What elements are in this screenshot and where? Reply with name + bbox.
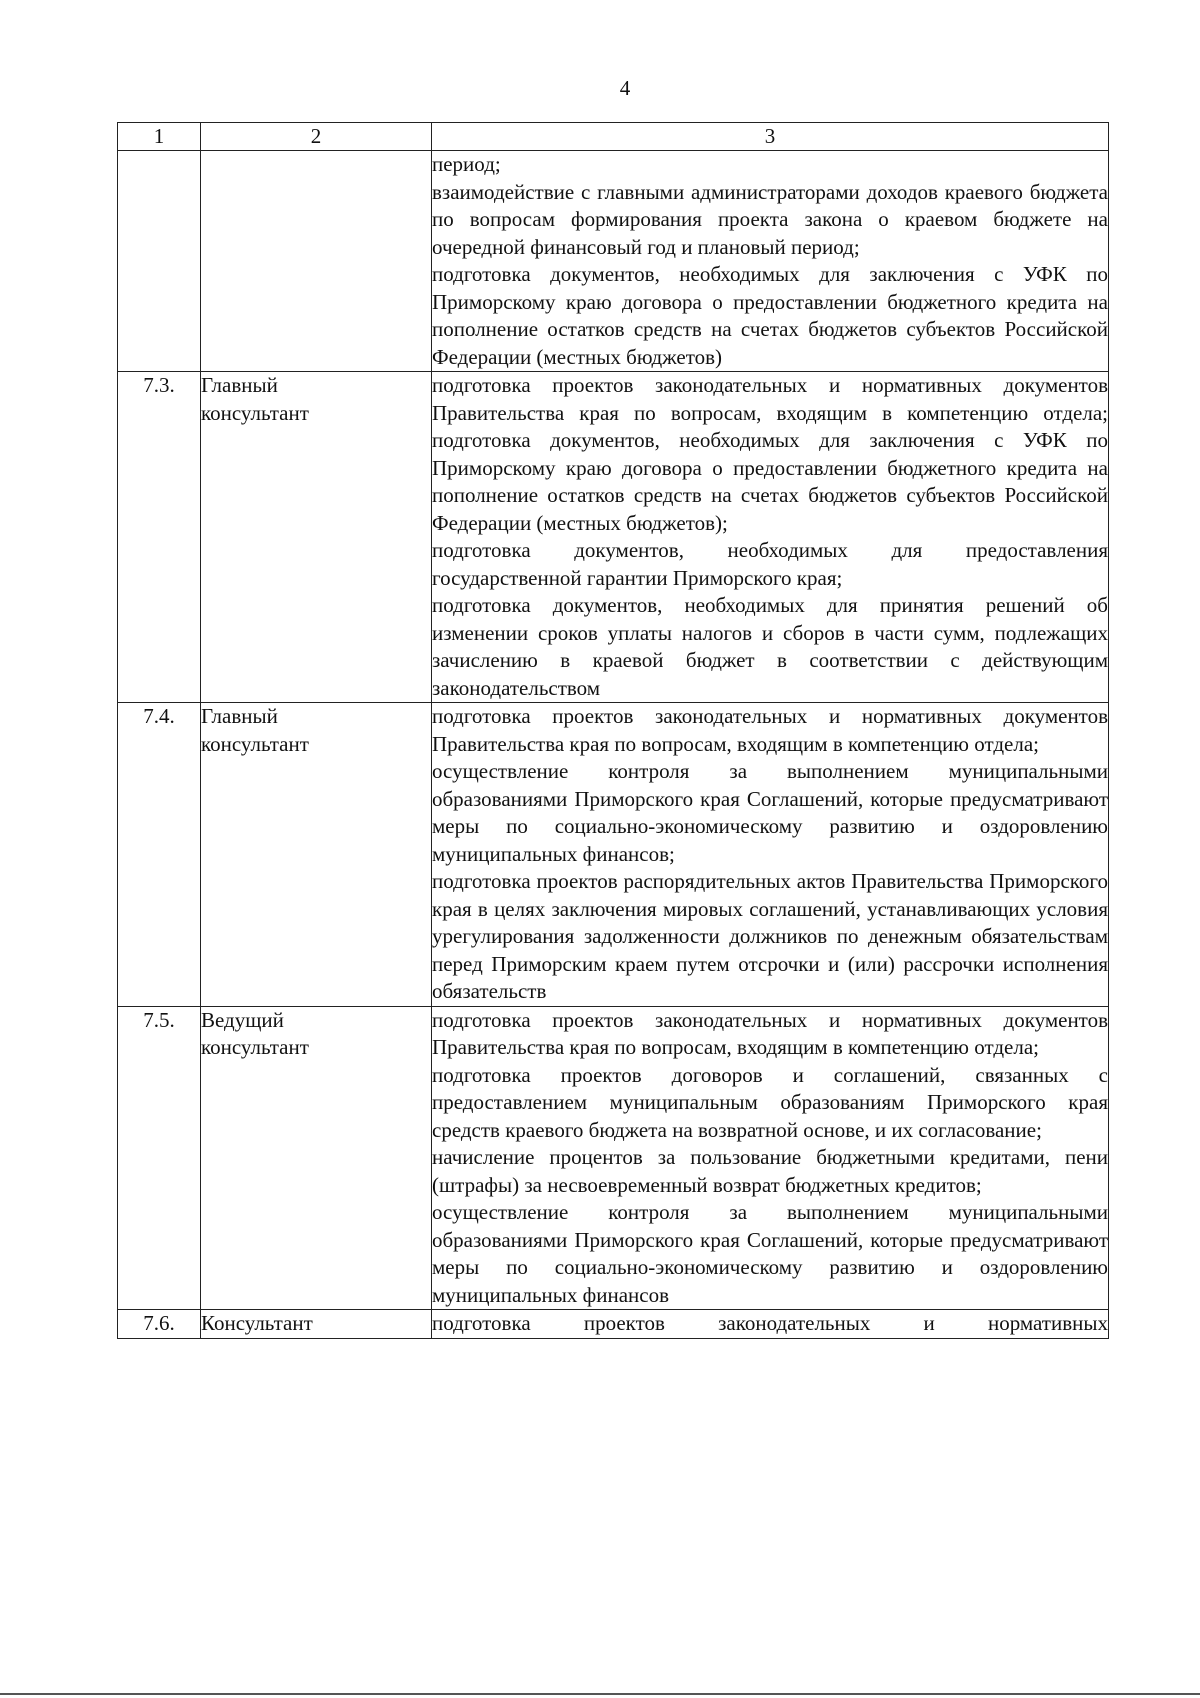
duty-paragraph: подготовка проектов законодательных и нормативных (432, 1311, 1108, 1335)
duty-paragraph: начисление процентов за пользование бюджетными кредитами, пени (штрафы) за несвоевременный возврат бюджетных кредитов; (432, 1145, 1108, 1197)
header-col-3: 3 (432, 123, 1109, 151)
row-duties (432, 1310, 1109, 1339)
duty-paragraph: период; (432, 152, 501, 176)
duty-paragraph: подготовка проектов распорядительных актов Правительства Приморского края в целях заключения мировых соглашений, устанавливающих условия урегулирования задолженности должников по денежным обязательствам перед Приморским краем путем отсрочки и (или) рассрочки исполнения обязательств (432, 869, 1108, 1003)
row-position: Главный консультант (201, 372, 432, 703)
row-position: Консультант (201, 1310, 432, 1339)
table-header-row (118, 123, 1109, 151)
duty-paragraph: подготовка документов, необходимых для принятия решений об изменении сроков уплаты налогов и сборов в части сумм, подлежащих зачислению в краевой бюджет в соответствии с действующим законодательством (432, 593, 1108, 700)
duty-paragraph: осуществление контроля за выполнением муниципальными образованиями Приморского края Соглашений, которые предусматривают меры по социально-экономическому развитию и оздоровлению муниципальных финансов (432, 1200, 1108, 1307)
row-number: 7.6. (118, 1310, 201, 1339)
row-position: Ведущий консультант (201, 1006, 432, 1310)
duty-paragraph: подготовка проектов законодательных и нормативных документов Правительства края по вопросам, входящим в компетенцию отдела; (432, 1007, 1108, 1059)
row-number: 7.5. (118, 1006, 201, 1310)
duty-paragraph: подготовка проектов законодательных и нормативных документов Правительства края по вопросам, входящим в компетенцию отдела; (432, 704, 1108, 756)
row-number (118, 151, 201, 372)
duties-table (117, 122, 1109, 1339)
row-position (201, 151, 432, 372)
table-row (118, 1310, 1109, 1339)
row-duties (432, 703, 1109, 1007)
header-col-2: 2 (201, 123, 432, 151)
row-number: 7.3. (118, 372, 201, 703)
header-col-1: 1 (118, 123, 201, 151)
duty-paragraph: подготовка проектов законодательных и нормативных документов Правительства края по вопросам, входящим в компетенцию отдела; подготовка документов, необходимых для заключения с УФК по Приморскому краю договора о предоставлении бюджетного кредита на пополнение остатков средств на счетах бюджетов субъектов Российской Федерации (местных бюджетов); (432, 373, 1108, 535)
duty-paragraph: подготовка проектов договоров и соглашений, связанных с предоставлением муниципальным образованиям Приморского края средств краевого бюджета на возвратной основе, и их согласование; (432, 1062, 1108, 1142)
page-number: 4 (619, 76, 631, 100)
duty-paragraph: взаимодействие с главными администраторами доходов краевого бюджета по вопросам формирования проекта закона о краевом бюджете на очередной финансовый год и плановый период; (432, 179, 1108, 259)
duty-paragraph: подготовка документов, необходимых для предоставления государственной гарантии Приморского края; (432, 538, 1108, 590)
row-duties (432, 151, 1109, 372)
table-row (118, 372, 1109, 703)
duty-paragraph: подготовка документов, необходимых для заключения с УФК по Приморскому краю договора о предоставлении бюджетного кредита на пополнение остатков средств на счетах бюджетов субъектов Российской Федерации (местных бюджетов) (432, 262, 1108, 369)
row-position: Главный консультант (201, 703, 432, 1007)
table-row (118, 151, 1109, 372)
row-duties (432, 1006, 1109, 1310)
row-number: 7.4. (118, 703, 201, 1007)
scan-edge-line (0, 1693, 1200, 1695)
table-row (118, 703, 1109, 1007)
table-row (118, 1006, 1109, 1310)
duty-paragraph: осуществление контроля за выполнением муниципальными образованиями Приморского края Соглашений, которые предусматривают меры по социально-экономическому развитию и оздоровлению муниципальных финансов; (432, 759, 1108, 866)
row-duties (432, 372, 1109, 703)
